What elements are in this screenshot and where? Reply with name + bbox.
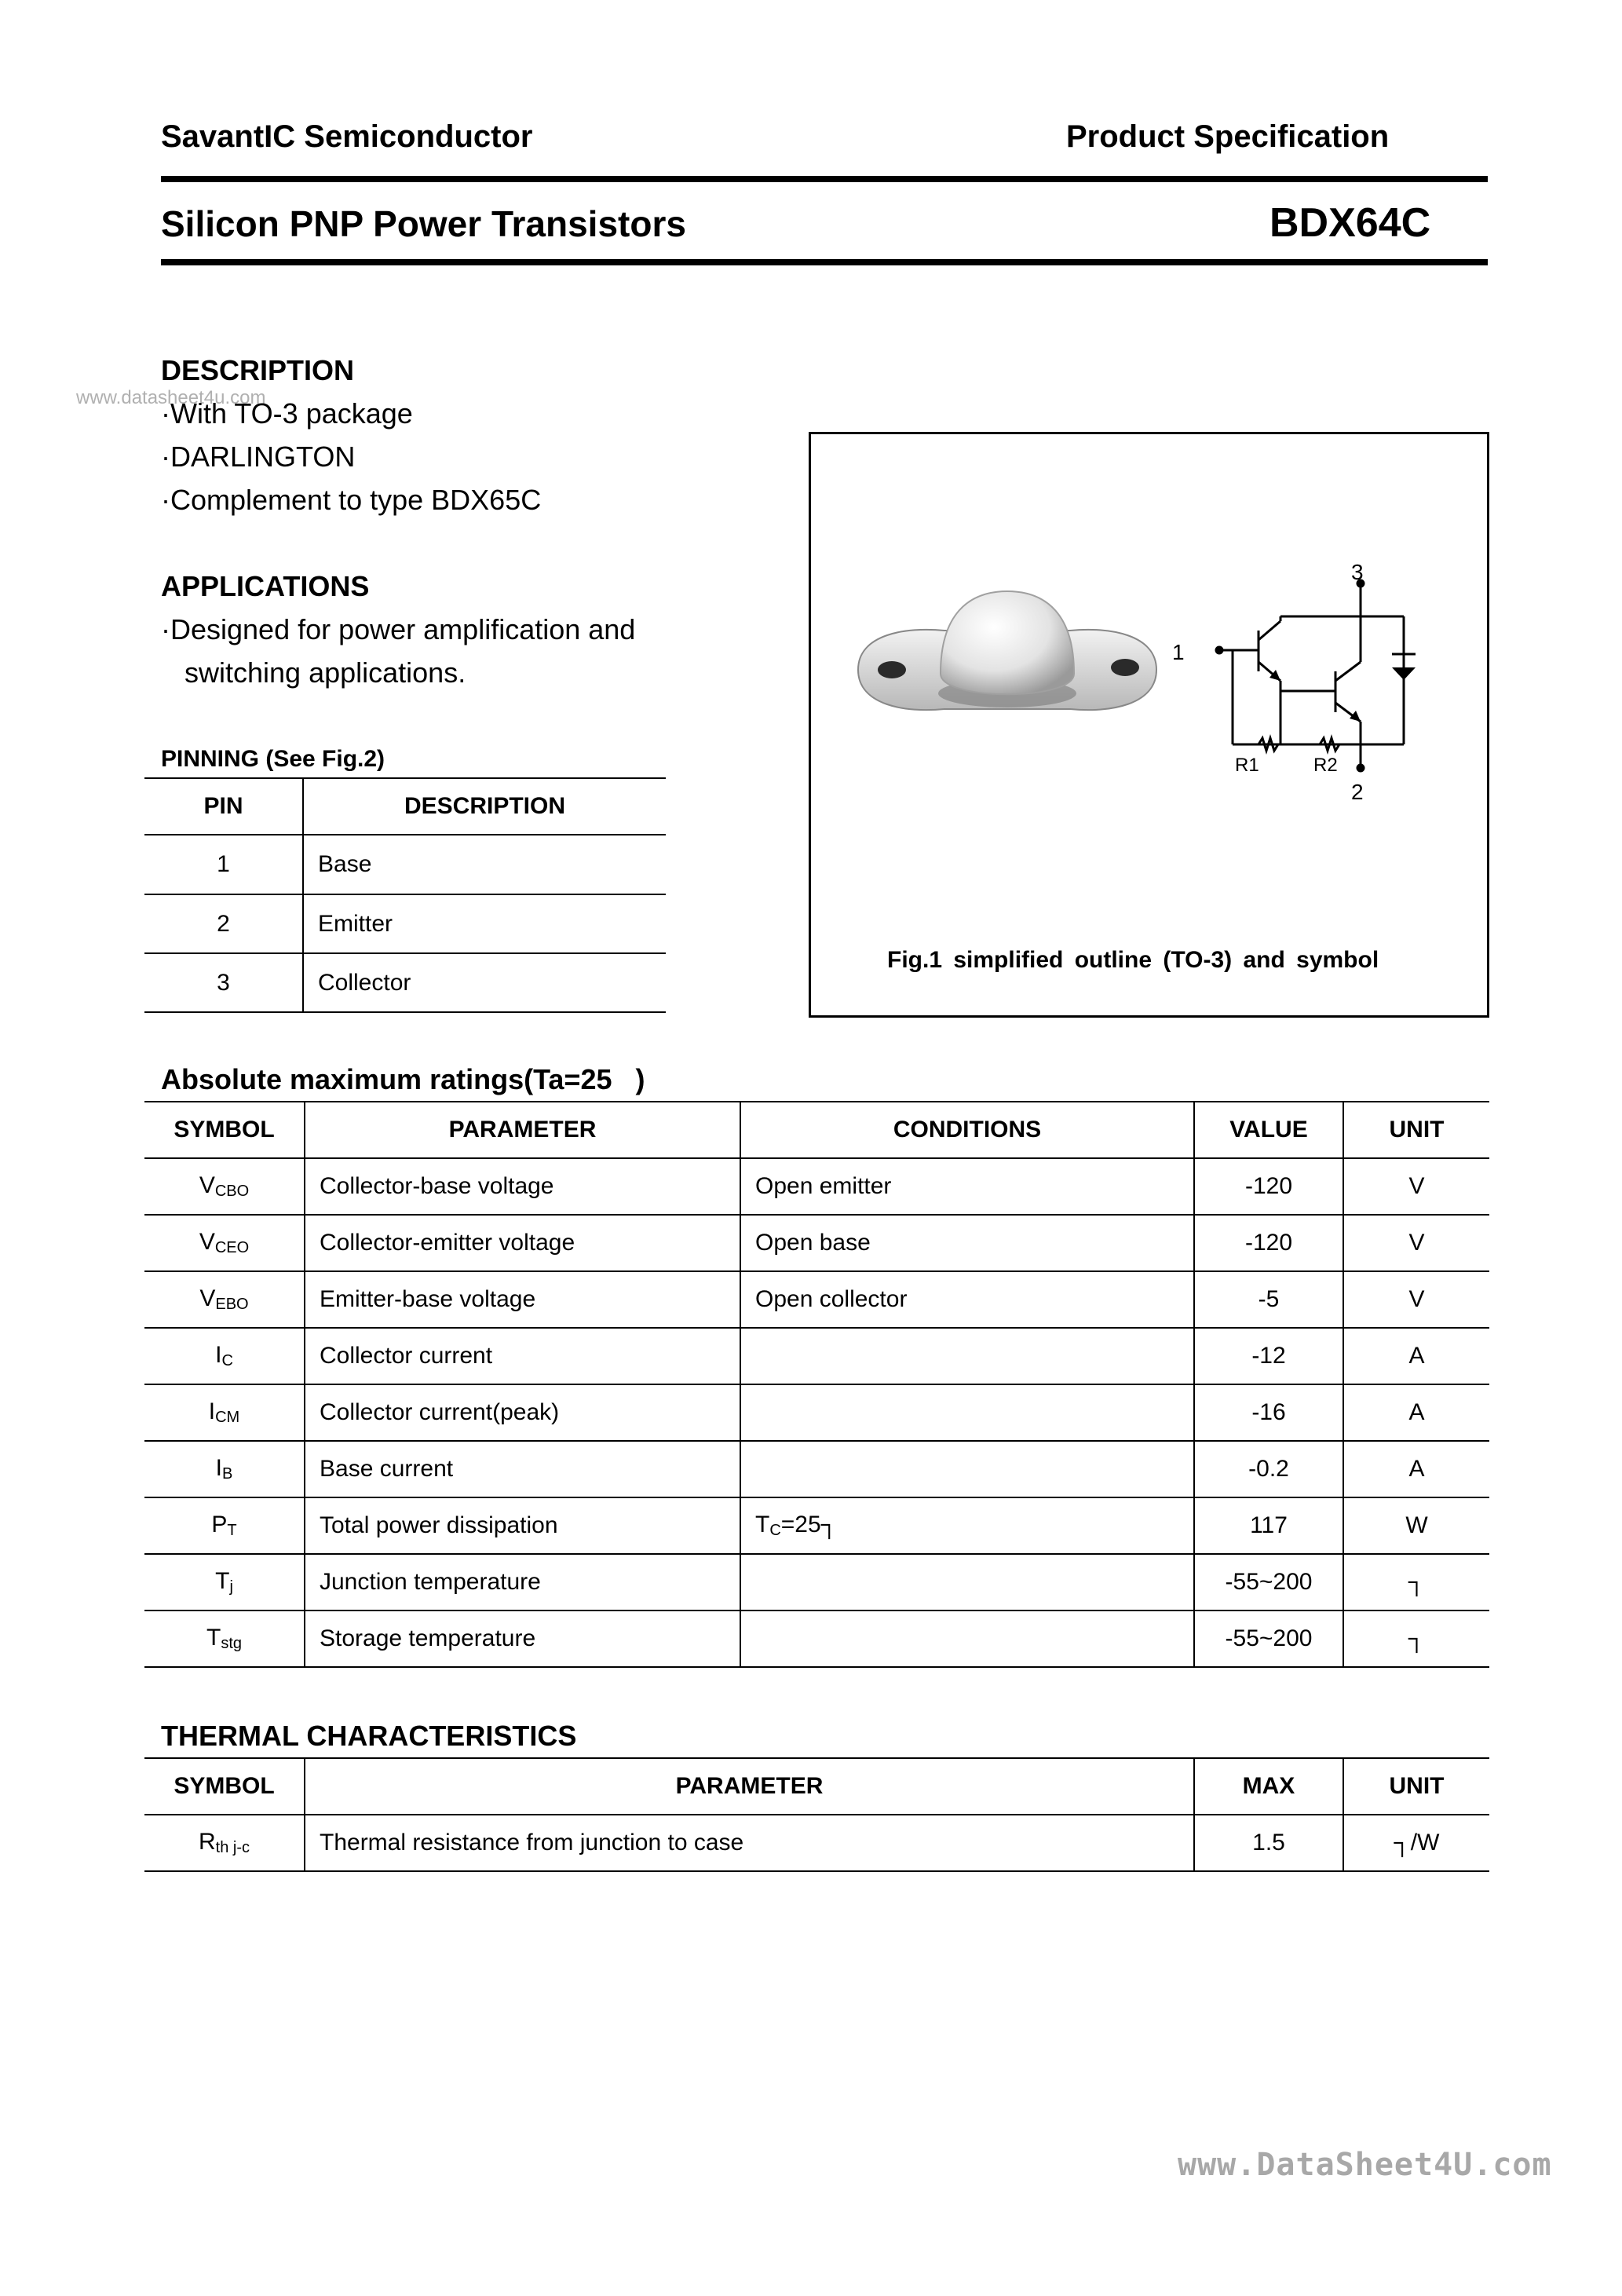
- unit-cell: ┐/W: [1343, 1815, 1489, 1871]
- thermal-title: THERMAL CHARACTERISTICS: [161, 1720, 577, 1752]
- table-row: [144, 1215, 1489, 1271]
- column-header: SYMBOL: [174, 1117, 275, 1143]
- table-header-row: [144, 1102, 1489, 1158]
- r2-label: R2: [1313, 755, 1338, 776]
- value-cell: -5: [1194, 1271, 1343, 1328]
- table-row: [144, 1815, 1489, 1871]
- table-header-row: [144, 778, 666, 835]
- parameter-cell: Collector-base voltage: [305, 1158, 740, 1215]
- header-rule-bottom: [161, 259, 1488, 265]
- part-number: BDX64C: [1269, 200, 1431, 246]
- column-header: DESCRIPTION: [303, 778, 666, 835]
- conditions-cell: [740, 1328, 1194, 1384]
- product-line: Silicon PNP Power Transistors: [161, 203, 686, 244]
- figure-caption: Fig.1 simplified outline (TO-3) and symbol: [887, 947, 1379, 973]
- watermark-top: www.datasheet4u.com: [76, 387, 266, 408]
- symbol-cell: $I_C$: [215, 1342, 233, 1369]
- unit-cell: A: [1343, 1384, 1489, 1441]
- header-rule-top: [161, 176, 1488, 182]
- table-row: [144, 835, 666, 894]
- table-row: [144, 1441, 1489, 1497]
- conditions-cell: [740, 1610, 1194, 1667]
- value-cell: -16: [1194, 1384, 1343, 1441]
- symbol-cell: $I_B$: [215, 1455, 233, 1483]
- pin-description: Base: [303, 835, 666, 894]
- symbol-cell: $V_{CEO}$: [199, 1229, 250, 1256]
- table-header-row: [144, 1758, 1489, 1815]
- parameter-cell: Thermal resistance from junction to case: [305, 1815, 1194, 1871]
- table-row: [144, 1328, 1489, 1384]
- table-row: [144, 1610, 1489, 1667]
- column-header: MAX: [1194, 1758, 1343, 1815]
- conditions-cell: Open base: [740, 1215, 1194, 1271]
- conditions-cell: [740, 1554, 1194, 1610]
- column-header: PIN: [203, 793, 243, 819]
- value-cell: -12: [1194, 1328, 1343, 1384]
- description-title: DESCRIPTION: [161, 354, 355, 386]
- pin-number: 2: [217, 910, 230, 937]
- symbol-cell: $V_{EBO}$: [199, 1285, 249, 1313]
- applications-line: switching applications.: [184, 656, 466, 689]
- pinning-table: [144, 777, 666, 1013]
- pin-description: Emitter: [303, 894, 666, 953]
- column-header: UNIT: [1343, 1102, 1489, 1158]
- symbol-cell: $P_T$: [211, 1512, 237, 1539]
- abs-max-table: [144, 1101, 1489, 1668]
- pin3-label: 3: [1351, 560, 1364, 584]
- value-cell: -120: [1194, 1215, 1343, 1271]
- applications-title: APPLICATIONS: [161, 570, 370, 602]
- figure-box: [809, 432, 1489, 1018]
- symbol-cell: $T_j$: [215, 1568, 233, 1596]
- value-cell: -120: [1194, 1158, 1343, 1215]
- parameter-cell: Collector current: [305, 1328, 740, 1384]
- description-item: ·Complement to type BDX65C: [161, 484, 542, 516]
- pinning-title: PINNING (See Fig.2): [161, 746, 385, 772]
- figure-artwork: [811, 434, 1487, 1015]
- applications-line: ·Designed for power amplification and: [161, 613, 636, 645]
- table-row: [144, 1497, 1489, 1554]
- table-row: [144, 1158, 1489, 1215]
- abs-max-title-end: ): [635, 1063, 645, 1095]
- unit-cell: A: [1343, 1441, 1489, 1497]
- parameter-cell: Total power dissipation: [305, 1497, 740, 1554]
- value-cell: -55~200: [1194, 1554, 1343, 1610]
- column-header: PARAMETER: [305, 1758, 1194, 1815]
- parameter-cell: Collector current(peak): [305, 1384, 740, 1441]
- abs-max-title: [161, 1063, 645, 1095]
- unit-cell: V: [1343, 1158, 1489, 1215]
- symbol-cell: $I_{CM}$: [208, 1398, 240, 1426]
- parameter-cell: Emitter-base voltage: [305, 1271, 740, 1328]
- unit-cell: ┐: [1343, 1610, 1489, 1667]
- parameter-cell: Storage temperature: [305, 1610, 740, 1667]
- thermal-table: [144, 1757, 1489, 1872]
- to3-package-image: [858, 591, 1156, 710]
- conditions-cell: $T_C=25┐$: [740, 1497, 1194, 1554]
- symbol-cell: $R_{th j-c}$: [198, 1829, 250, 1856]
- value-cell: 117: [1194, 1497, 1343, 1554]
- conditions-cell: [740, 1384, 1194, 1441]
- conditions-cell: Open collector: [740, 1271, 1194, 1328]
- r1-label: R1: [1235, 755, 1259, 776]
- unit-cell: W: [1343, 1497, 1489, 1554]
- conditions-cell: [740, 1441, 1194, 1497]
- pin-number: 1: [217, 851, 230, 877]
- unit-cell: V: [1343, 1271, 1489, 1328]
- pin-number: 3: [217, 969, 230, 996]
- table-row: [144, 1554, 1489, 1610]
- symbol-cell: $T_{stg}$: [206, 1625, 242, 1652]
- value-cell: -0.2: [1194, 1441, 1343, 1497]
- value-cell: -55~200: [1194, 1610, 1343, 1667]
- column-header: CONDITIONS: [740, 1102, 1194, 1158]
- column-header: UNIT: [1343, 1758, 1489, 1815]
- pin-description: Collector: [303, 953, 666, 1012]
- abs-max-title-text: Absolute maximum ratings(Ta=25: [161, 1063, 612, 1095]
- darlington-symbol: [1216, 580, 1416, 771]
- parameter-cell: Base current: [305, 1441, 740, 1497]
- watermark-bottom: www.DataSheet4U.com: [1178, 2147, 1552, 2183]
- table-row: [144, 894, 666, 953]
- pin1-label: 1: [1172, 640, 1185, 664]
- table-row: [144, 953, 666, 1012]
- unit-cell: A: [1343, 1328, 1489, 1384]
- column-header: PARAMETER: [305, 1102, 740, 1158]
- parameter-cell: Collector-emitter voltage: [305, 1215, 740, 1271]
- column-header: SYMBOL: [174, 1773, 275, 1799]
- table-row: [144, 1384, 1489, 1441]
- description-item: ·With TO-3 package: [161, 397, 413, 430]
- symbol-cell: $V_{CBO}$: [199, 1172, 250, 1200]
- pin2-label: 2: [1351, 780, 1364, 804]
- column-header: VALUE: [1194, 1102, 1343, 1158]
- unit-cell: V: [1343, 1215, 1489, 1271]
- parameter-cell: Junction temperature: [305, 1554, 740, 1610]
- max-cell: 1.5: [1194, 1815, 1343, 1871]
- description-item: ·DARLINGTON: [161, 441, 356, 473]
- company-name: SavantIC Semiconductor: [161, 119, 533, 154]
- unit-cell: ┐: [1343, 1554, 1489, 1610]
- table-row: [144, 1271, 1489, 1328]
- doc-type: Product Specification: [1066, 119, 1390, 154]
- conditions-cell: Open emitter: [740, 1158, 1194, 1215]
